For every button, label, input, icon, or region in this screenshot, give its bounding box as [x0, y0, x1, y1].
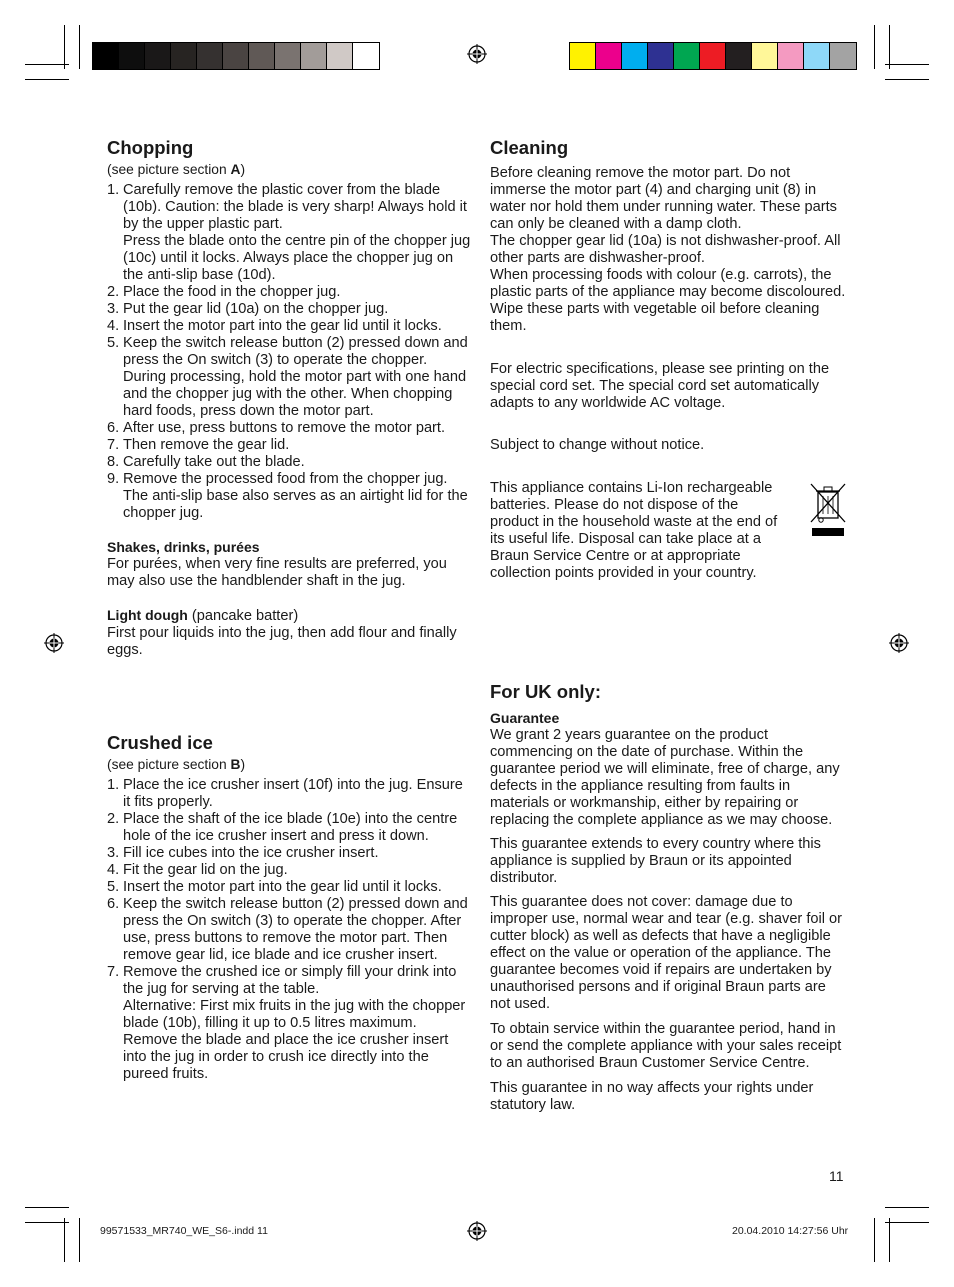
- step-number: 7.: [107, 964, 120, 980]
- list-item: [107, 811, 472, 845]
- gray-swatch: [119, 43, 145, 69]
- crop-mark: [885, 1222, 929, 1223]
- list-item: [107, 879, 472, 896]
- crushed-ice-heading: Crushed ice: [107, 732, 213, 753]
- color-swatch: [700, 43, 726, 69]
- crop-mark: [25, 64, 69, 65]
- crop-mark: [889, 1218, 890, 1262]
- guarantee-para-4: To obtain service within the guarantee period, hand in or send the complete appliance with your sales receipt to an authorised Braun Customer Service Centre.: [490, 1021, 842, 1071]
- shakes-text: For purées, when very fine results are preferred, you may also use the handblender shaft in the jug.: [107, 556, 447, 589]
- step-number: 5.: [107, 335, 120, 351]
- uk-heading: For UK only:: [490, 681, 601, 702]
- step-text: After use, press buttons to remove the motor part.: [123, 420, 446, 436]
- color-swatch: [570, 43, 596, 69]
- color-swatch: [804, 43, 830, 69]
- guarantee-heading: Guarantee: [490, 710, 560, 726]
- gray-swatch: [197, 43, 223, 69]
- subject-to-change: Subject to change without notice.: [490, 437, 705, 453]
- list-item: [107, 454, 472, 471]
- registration-mark-icon: [467, 1221, 487, 1241]
- color-swatch: [622, 43, 648, 69]
- step-text: Insert the motor part into the gear lid until it locks.: [123, 879, 442, 895]
- step-text: Put the gear lid (10a) on the chopper jug.: [123, 301, 389, 317]
- step-number: 8.: [107, 454, 120, 470]
- step-text: Insert the motor part into the gear lid until it locks.: [123, 318, 442, 334]
- gray-swatch: [275, 43, 301, 69]
- crop-mark: [25, 1222, 69, 1223]
- list-item: [107, 896, 472, 964]
- list-item: [107, 318, 472, 335]
- cleaning-para-1: Before cleaning remove the motor part. Do not immerse the motor part (4) and charging unit (8) in water nor hold them under running water. These parts can only be cleaned with a damp cloth.: [490, 165, 837, 232]
- gray-swatch: [327, 43, 353, 69]
- step-number: 2.: [107, 811, 120, 827]
- list-item: [107, 420, 472, 437]
- step-text: Place the ice crusher insert (10f) into the jug. Ensure it fits properly.: [123, 777, 463, 810]
- crushed-ice-section: [107, 732, 472, 1083]
- cleaning-para-3: When processing foods with colour (e.g. carrots), the plastic parts of the appliance may become discoloured. Wipe these parts with vegetable oil before cleaning them.: [490, 267, 846, 334]
- list-item: [107, 777, 472, 811]
- step-text: Keep the switch release button (2) pressed down and press the On switch (3) to operate the chopper. After use, press buttons to remove the motor part. Then remove gear lid, ice blade and ice crusher insert.: [123, 896, 468, 963]
- step-text: Carefully take out the blade.: [123, 454, 305, 470]
- guarantee-para-5: This guarantee in no way affects your rights under statutory law.: [490, 1080, 814, 1113]
- crop-mark: [64, 25, 65, 69]
- step-number: 2.: [107, 284, 120, 300]
- step-text: Remove the processed food from the chopper jug. The anti-slip base also serves as an airtight lid for the chopper jug.: [123, 471, 468, 521]
- crop-mark: [874, 25, 875, 69]
- gray-swatch: [353, 43, 379, 69]
- guarantee-para-1: We grant 2 years guarantee on the product commencing on the date of purchase. Within the guarantee period we will eliminate, free of charge, any defects in the appliance resulting from faults in materials or workmanship, either by repairing or replacing the complete appliance as we may choose.: [490, 727, 840, 828]
- step-number: 1.: [107, 182, 120, 198]
- weee-crossed-bin-icon: [809, 482, 847, 538]
- crushed-ice-steps-list: [107, 777, 472, 1083]
- chopping-see-picture: (see picture section A): [107, 162, 246, 177]
- color-swatch: [674, 43, 700, 69]
- gray-swatch: [145, 43, 171, 69]
- step-number: 6.: [107, 896, 120, 912]
- step-number: 4.: [107, 862, 120, 878]
- guarantee-para-2: This guarantee extends to every country where this appliance is supplied by Braun or its appointed distributor.: [490, 836, 821, 886]
- electric-spec-text: For electric specifications, please see printing on the special cord set. The special cord set automatically adapts to any worldwide AC voltage.: [490, 361, 830, 411]
- dough-line: Light dough (pancake batter): [107, 607, 299, 624]
- dough-heading: Light dough: [107, 607, 188, 623]
- cleaning-section: [490, 137, 850, 454]
- step-number: 5.: [107, 879, 120, 895]
- grayscale-color-bar: [92, 42, 380, 70]
- step-text: Place the shaft of the ice blade (10e) into the centre hole of the ice crusher insert and press it down.: [123, 811, 458, 844]
- list-item: [107, 301, 472, 318]
- step-extra-text: Alternative: First mix fruits in the jug with the chopper blade (10b), filling it up to 0.5 litres maximum. Remove the blade and place the ice crusher insert into the jug in order to crush ice directly into the pureed fruits.: [123, 998, 466, 1082]
- crop-mark: [889, 25, 890, 69]
- page-number: 11: [829, 1168, 844, 1184]
- shakes-heading: Shakes, drinks, purées: [107, 539, 260, 555]
- crop-mark: [874, 1218, 875, 1262]
- footer-timestamp: 20.04.2010 14:27:56 Uhr: [732, 1225, 849, 1237]
- step-text: Place the food in the chopper jug.: [123, 284, 341, 300]
- footer-filename: 99571533_MR740_WE_S6-.indd 11: [100, 1225, 268, 1237]
- gray-swatch: [171, 43, 197, 69]
- uk-guarantee-section: [490, 681, 850, 1114]
- list-item: [107, 182, 472, 284]
- cleaning-para-2: The chopper gear lid (10a) is not dishwasher-proof. All other parts are dishwasher-proof.: [490, 233, 841, 266]
- crop-mark: [885, 1207, 929, 1208]
- step-text: Then remove the gear lid.: [123, 437, 290, 453]
- list-item: [107, 862, 472, 879]
- chopping-section: [107, 137, 472, 659]
- registration-mark-icon: [889, 633, 909, 653]
- step-text: Remove the crushed ice or simply fill your drink into the jug for serving at the table.: [123, 964, 457, 997]
- step-text: Keep the switch release button (2) pressed down and press the On switch (3) to operate the chopper. During processing, hold the motor part with one hand and the chopper jug with the other. When chopping hard foods, press down the motor part.: [123, 335, 468, 419]
- chopping-heading: Chopping: [107, 137, 194, 158]
- step-number: 7.: [107, 437, 120, 453]
- step-number: 4.: [107, 318, 120, 334]
- color-swatch: [830, 43, 856, 69]
- list-item: [107, 335, 472, 420]
- crop-mark: [885, 64, 929, 65]
- guarantee-para-3: This guarantee does not cover: damage due to improper use, normal wear and tear (e.g. shaver foil or cutter block) as well as defects that have a negligible effect on the value or operation of the appliance. The guarantee becomes void if repairs are undertaken by unauthorised persons and if original Braun parts are not used.: [490, 894, 843, 1012]
- step-number: 1.: [107, 777, 120, 793]
- battery-disposal-text: This appliance contains Li-Ion rechargeable batteries. Please do not dispose of the product in the household waste at the end of its useful life. Disposal can take place at a Braun Service Centre or at appropriate collection points provided in your country.: [490, 480, 778, 581]
- chopping-steps-list: [107, 182, 472, 522]
- color-swatch: [726, 43, 752, 69]
- step-text: Fill ice cubes into the ice crusher insert.: [123, 845, 379, 861]
- list-item: [107, 437, 472, 454]
- cleaning-heading: Cleaning: [490, 137, 569, 158]
- registration-mark-icon: [467, 44, 487, 64]
- list-item: [107, 964, 472, 1083]
- crop-mark: [79, 25, 80, 69]
- gray-swatch: [93, 43, 119, 69]
- dough-text: First pour liquids into the jug, then add flour and finally eggs.: [107, 625, 457, 658]
- crushed-see-picture: (see picture section B): [107, 757, 246, 772]
- crop-mark: [79, 1218, 80, 1262]
- process-color-bar: [569, 42, 857, 70]
- step-number: 6.: [107, 420, 120, 436]
- gray-swatch: [301, 43, 327, 69]
- color-swatch: [778, 43, 804, 69]
- color-swatch: [596, 43, 622, 69]
- step-text: Fit the gear lid on the jug.: [123, 862, 288, 878]
- color-swatch: [752, 43, 778, 69]
- step-number: 3.: [107, 845, 120, 861]
- gray-swatch: [249, 43, 275, 69]
- registration-mark-icon: [44, 633, 64, 653]
- crop-mark: [25, 1207, 69, 1208]
- list-item: [107, 471, 472, 522]
- crop-mark: [885, 79, 929, 80]
- step-number: 3.: [107, 301, 120, 317]
- crop-mark: [64, 1218, 65, 1262]
- step-number: 9.: [107, 471, 120, 487]
- step-extra-text: Press the blade onto the centre pin of the chopper jug (10c) until it locks. Always place the chopper jug on the anti-slip base (10d).: [123, 233, 471, 283]
- list-item: [107, 845, 472, 862]
- list-item: [107, 284, 472, 301]
- gray-swatch: [223, 43, 249, 69]
- step-text: Carefully remove the plastic cover from the blade (10b). Caution: the blade is very sharp! Always hold it by the upper plastic part.: [123, 182, 467, 232]
- color-swatch: [648, 43, 674, 69]
- crop-mark: [25, 79, 69, 80]
